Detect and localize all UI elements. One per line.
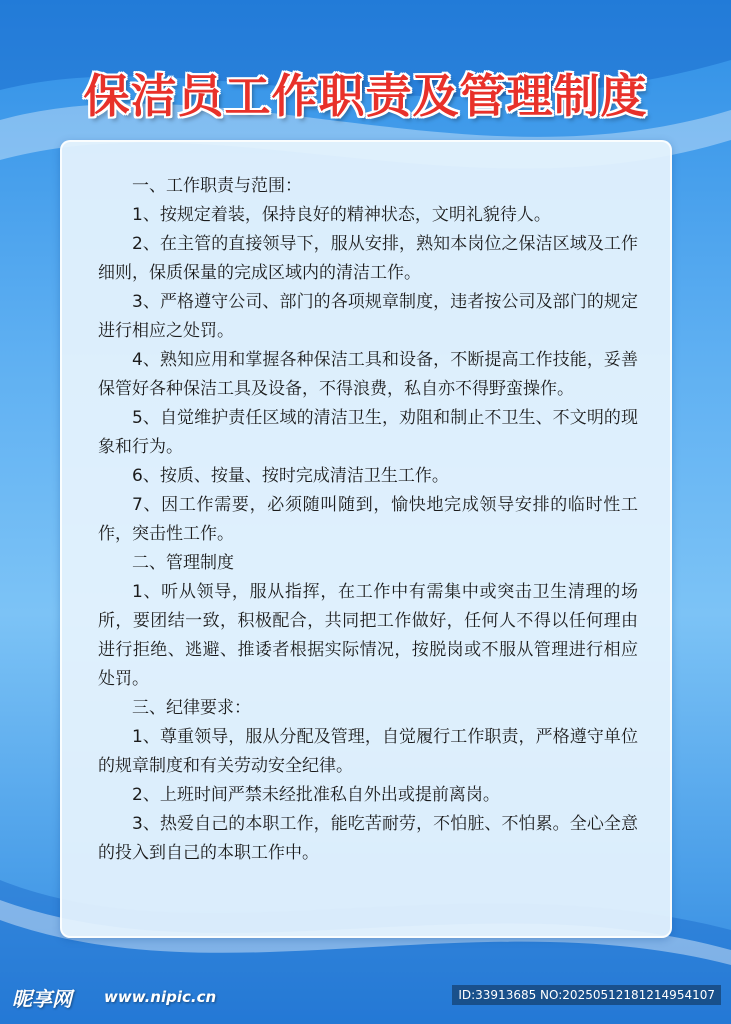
watermark-logo: 昵享网 [12, 987, 72, 1011]
management-item-1: 1、听从领导，服从指挥，在工作中有需集中或突击卫生清理的场所，要团结一致，积极配合，共同把工作做好，任何人不得以任何理由进行拒绝、逃避、推诿者根据实际情况，按脱岗或不服从管理进行相应处罚。 [98, 582, 638, 689]
duty-item-7: 7、因工作需要，必须随叫随到，愉快地完成领导安排的临时性工作，突击性工作。 [98, 495, 638, 544]
image-id-label: ID:33913685 NO:20250512181214954107 [452, 985, 721, 1005]
duty-item-6: 6、按质、按量、按时完成清洁卫生工作。 [132, 466, 449, 486]
duty-item-4: 4、熟知应用和掌握各种保洁工具和设备，不断提高工作技能，妥善保管好各种保洁工具及设备，不得浪费，私自亦不得野蛮操作。 [98, 350, 638, 399]
section-heading-discipline: 三、纪律要求： [132, 698, 251, 718]
duty-item-2: 2、在主管的直接领导下，服从安排，熟知本岗位之保洁区域及工作细则，保质保量的完成区域内的清洁工作。 [98, 234, 638, 283]
discipline-item-3: 3、热爱自己的本职工作，能吃苦耐劳，不怕脏、不怕累。全心全意的投入到自己的本职工作中。 [98, 814, 638, 863]
page-title: 保洁员工作职责及管理制度 [83, 69, 648, 123]
watermark-url: www.nipic.cn [104, 988, 217, 1006]
discipline-item-1: 1、尊重领导，服从分配及管理，自觉履行工作职责，严格遵守单位的规章制度和有关劳动安全纪律。 [98, 727, 638, 776]
section-heading-duties: 一、工作职责与范围： [132, 176, 302, 196]
duty-item-5: 5、自觉维护责任区域的清洁卫生，劝阻和制止不卫生、不文明的现象和行为。 [98, 408, 638, 457]
duty-item-1: 1、按规定着装，保持良好的精神状态，文明礼貌待人。 [132, 205, 551, 225]
duty-item-3: 3、严格遵守公司、部门的各项规章制度，违者按公司及部门的规定进行相应之处罚。 [98, 292, 638, 341]
discipline-item-2: 2、上班时间严禁未经批准私自外出或提前离岗。 [132, 785, 500, 805]
section-heading-management: 二、管理制度 [132, 553, 234, 573]
rules-content [98, 172, 638, 868]
